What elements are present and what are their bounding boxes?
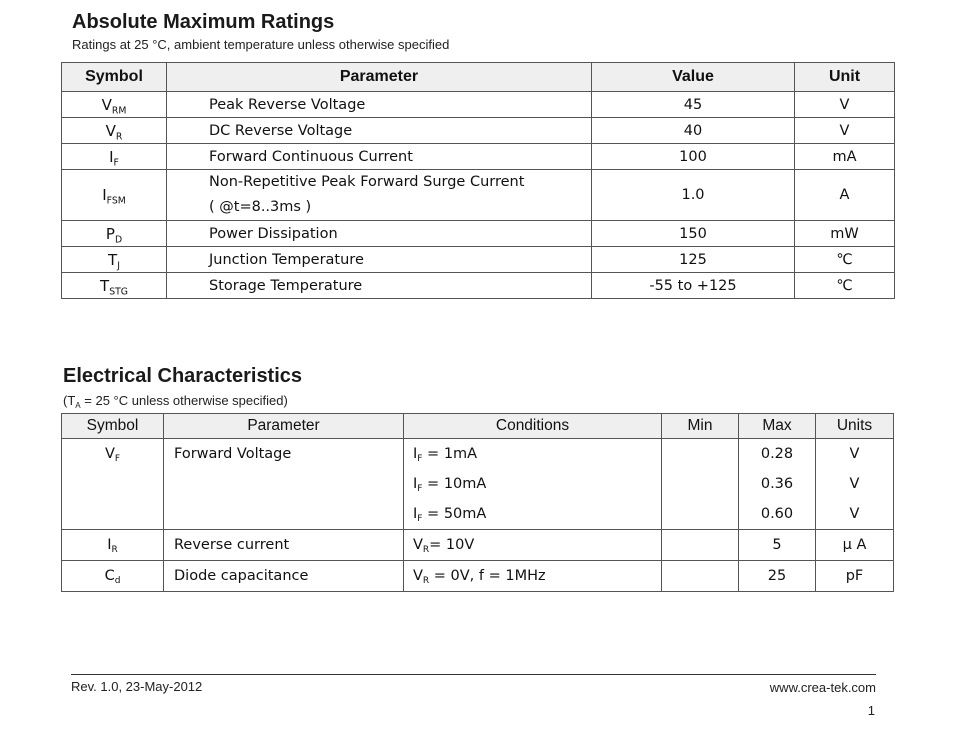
header-symbol: Symbol <box>62 63 167 92</box>
header-parameter: Parameter <box>164 414 404 439</box>
parameter-cell: Forward Voltage <box>164 439 404 530</box>
unit-cell: ℃ <box>795 247 895 273</box>
value-cell: 150 <box>592 221 795 247</box>
header-parameter: Parameter <box>167 63 592 92</box>
unit-cell: V <box>795 118 895 144</box>
symbol-cell: $I_{FSM}$ <box>62 170 167 221</box>
table-row <box>62 273 895 299</box>
header-min: Min <box>662 414 739 439</box>
header-symbol: Symbol <box>62 414 164 439</box>
value-cell: 40 <box>592 118 795 144</box>
ec-title: Electrical Characteristics <box>63 365 303 387</box>
value-cell: 1.0 <box>592 170 795 221</box>
table-row <box>62 530 894 561</box>
table-row <box>62 221 895 247</box>
table-row <box>62 118 895 144</box>
parameter-cell: Power Dissipation <box>167 221 592 247</box>
table-row <box>62 439 894 530</box>
parameter-cell: Forward Continuous Current <box>167 144 592 170</box>
parameter-cell: Reverse current <box>164 530 404 561</box>
value-cell: 125 <box>592 247 795 273</box>
value-cell: 100 <box>592 144 795 170</box>
table-row <box>62 561 894 592</box>
table-row <box>62 170 895 221</box>
value-cell: 45 <box>592 92 795 118</box>
symbol-cell: $V_F$ <box>62 439 164 530</box>
absolute-max-ratings-table <box>61 62 895 299</box>
symbol-cell: $T_J$ <box>62 247 167 273</box>
amr-subtitle: Ratings at 25 °C, ambient temperature unless otherwise specified <box>72 37 450 52</box>
min-cell <box>662 439 739 530</box>
symbol-cell: $V_{RM}$ <box>62 92 167 118</box>
revision-text: Rev. 1.0, 23-May-2012 <box>71 679 203 694</box>
unit-cell: ℃ <box>795 273 895 299</box>
units-cell: μ A <box>816 530 894 561</box>
symbol-cell: $C_d$ <box>62 561 164 592</box>
unit-cell: mW <box>795 221 895 247</box>
units-cell: pF <box>816 561 894 592</box>
parameter-cell: Non-Repetitive Peak Forward Surge Current ( @t=8..3ms ) <box>167 170 592 221</box>
max-cell: 25 <box>739 561 816 592</box>
table-header-row <box>62 414 894 439</box>
min-cell <box>662 530 739 561</box>
symbol-cell: $I_F$ <box>62 144 167 170</box>
unit-cell: A <box>795 170 895 221</box>
parameter-cell: Junction Temperature <box>167 247 592 273</box>
table-row <box>62 144 895 170</box>
unit-cell: V <box>795 92 895 118</box>
amr-title: Absolute Maximum Ratings <box>72 11 335 33</box>
header-units: Units <box>816 414 894 439</box>
header-value: Value <box>592 63 795 92</box>
ec-subtitle: ($T_A = 25$ °C unless otherwise specified) <box>63 393 288 410</box>
table-header-row <box>62 63 895 92</box>
header-conditions: Conditions <box>404 414 662 439</box>
header-unit: Unit <box>795 63 895 92</box>
electrical-characteristics-table <box>61 413 894 592</box>
symbol-cell: $T_{STG}$ <box>62 273 167 299</box>
header-max: Max <box>739 414 816 439</box>
symbol-cell: $P_D$ <box>62 221 167 247</box>
parameter-cell: Peak Reverse Voltage <box>167 92 592 118</box>
conditions-cell: $I_F = 1mA$ $I_F = 10mA$ $I_F = 50mA$ <box>404 439 662 530</box>
min-cell <box>662 561 739 592</box>
table-row <box>62 92 895 118</box>
conditions-cell: $V_R = 0V$, f = 1MHz <box>404 561 662 592</box>
symbol-cell: $I_R$ <box>62 530 164 561</box>
symbol-cell: $V_R$ <box>62 118 167 144</box>
value-cell: -55 to +125 <box>592 273 795 299</box>
max-cell: 0.28 0.36 0.60 <box>739 439 816 530</box>
footer-divider <box>71 674 876 675</box>
website-text: www.crea-tek.com <box>769 680 876 695</box>
max-cell: 5 <box>739 530 816 561</box>
page-number: 1 <box>867 703 875 718</box>
parameter-cell: Diode capacitance <box>164 561 404 592</box>
unit-cell: mA <box>795 144 895 170</box>
parameter-cell: Storage Temperature <box>167 273 592 299</box>
units-cell: V V V <box>816 439 894 530</box>
conditions-cell: $V_R= 10V$ <box>404 530 662 561</box>
parameter-cell: DC Reverse Voltage <box>167 118 592 144</box>
table-row <box>62 247 895 273</box>
